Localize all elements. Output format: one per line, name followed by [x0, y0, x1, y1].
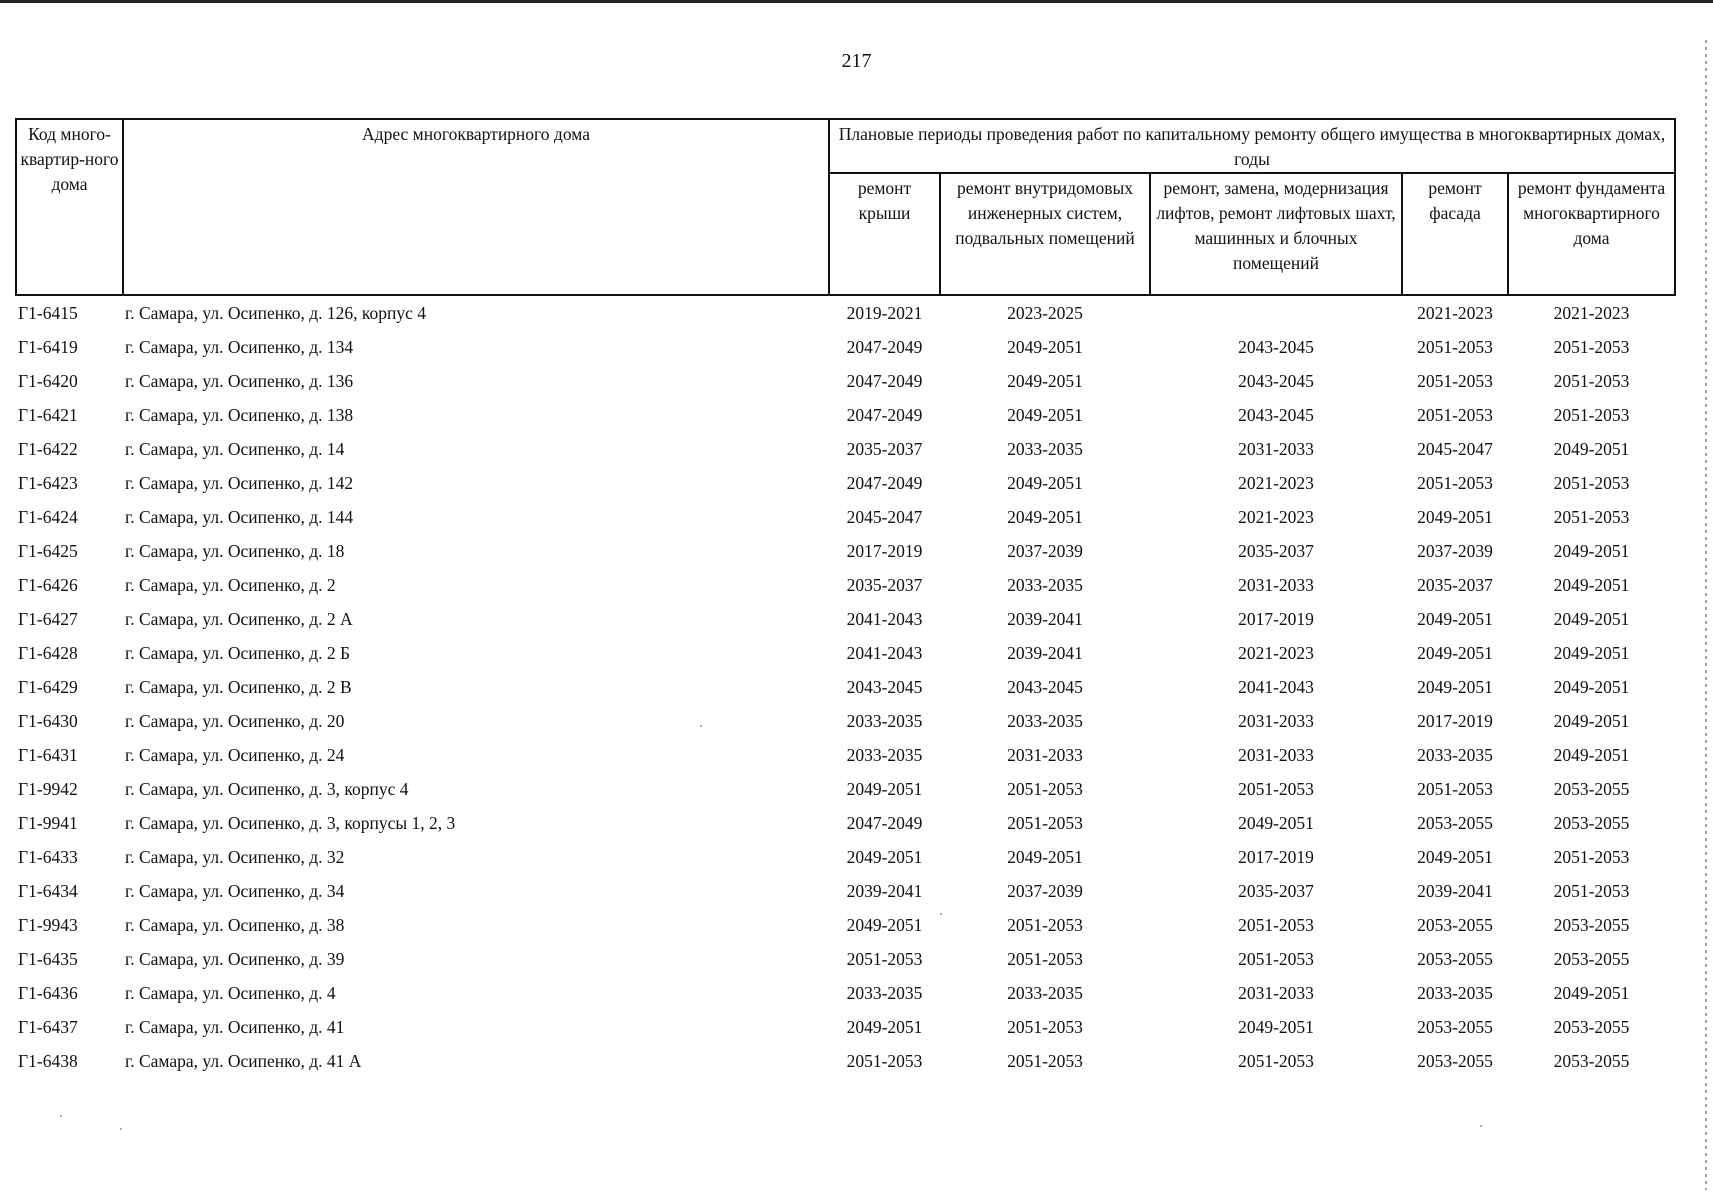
cell-address: г. Самара, ул. Осипенко, д. 134: [125, 336, 354, 357]
table-row: [16, 942, 1675, 976]
cell-facade-repair-period: 2039-2041: [1417, 880, 1493, 901]
table-row: [16, 976, 1675, 1010]
header-facade-repair: [1402, 173, 1508, 295]
cell-building-code: Г1-6415: [18, 302, 78, 323]
cell-address: г. Самара, ул. Осипенко, д. 126, корпус 4: [125, 302, 427, 323]
cell-elevator-repair-period: 2021-2023: [1238, 472, 1314, 493]
cell-facade-repair-period: 2051-2053: [1417, 370, 1493, 391]
cell-building-code: Г1-6422: [18, 438, 78, 459]
cell-building-code: Г1-6436: [18, 982, 78, 1003]
cell-foundation-repair-period: 2051-2053: [1553, 506, 1630, 527]
cell-foundation-repair-period: 2049-2051: [1553, 744, 1630, 765]
cell-elevator-repair-period: 2051-2053: [1238, 948, 1314, 969]
header-elevator-repair-label: ремонт, замена, модернизация лифтов, ремонт лифтовых шахт, машинных и блочных помещений: [1156, 178, 1396, 273]
cell-building-code: Г1-6421: [18, 404, 78, 425]
cell-building-code: Г1-6437: [18, 1016, 78, 1037]
cell-address: г. Самара, ул. Осипенко, д. 38: [125, 914, 345, 935]
cell-roof-repair-period: 2045-2047: [846, 506, 923, 527]
table-row: [16, 874, 1675, 908]
cell-facade-repair-period: 2033-2035: [1417, 744, 1493, 765]
cell-systems-repair-period: 2033-2035: [1007, 438, 1083, 459]
cell-systems-repair-period: 2039-2041: [1007, 608, 1083, 629]
cell-roof-repair-period: 2047-2049: [846, 336, 923, 357]
cell-roof-repair-period: 2043-2045: [846, 676, 923, 697]
header-systems-repair-label: ремонт внутридомовых инженерных систем, подвальных помещений: [955, 178, 1135, 248]
table-body: [16, 295, 1675, 1078]
cell-systems-repair-period: 2033-2035: [1007, 710, 1083, 731]
table-row: [16, 670, 1675, 704]
header-roof-repair: [829, 173, 940, 295]
cell-facade-repair-period: 2053-2055: [1417, 914, 1493, 935]
cell-building-code: Г1-6433: [18, 846, 78, 867]
cell-foundation-repair-period: 2053-2055: [1553, 1050, 1630, 1071]
cell-roof-repair-period: 2047-2049: [846, 472, 923, 493]
cell-systems-repair-period: 2037-2039: [1007, 880, 1083, 901]
cell-address: г. Самара, ул. Осипенко, д. 2 А: [125, 608, 353, 629]
cell-address: г. Самара, ул. Осипенко, д. 34: [125, 880, 345, 901]
cell-address: г. Самара, ул. Осипенко, д. 138: [125, 404, 354, 425]
cell-address: г. Самара, ул. Осипенко, д. 32: [125, 846, 345, 867]
cell-roof-repair-period: 2049-2051: [846, 846, 923, 867]
cell-systems-repair-period: 2051-2053: [1007, 812, 1083, 833]
cell-elevator-repair-period: 2031-2033: [1238, 574, 1314, 595]
table-row: [16, 466, 1675, 500]
cell-elevator-repair-period: 2041-2043: [1238, 676, 1314, 697]
cell-roof-repair-period: 2033-2035: [846, 710, 923, 731]
cell-building-code: Г1-6431: [18, 744, 78, 765]
cell-address: г. Самара, ул. Осипенко, д. 2: [125, 574, 336, 595]
cell-roof-repair-period: 2041-2043: [846, 608, 923, 629]
cell-systems-repair-period: 2051-2053: [1007, 914, 1083, 935]
scan-speck: [700, 725, 702, 727]
cell-building-code: Г1-6435: [18, 948, 78, 969]
cell-elevator-repair-period: 2043-2045: [1238, 370, 1314, 391]
header-facade-repair-label: ремонт фасада: [1428, 178, 1482, 223]
cell-elevator-repair-period: [1150, 295, 1402, 330]
cell-address: г. Самара, ул. Осипенко, д. 24: [125, 744, 345, 765]
cell-roof-repair-period: 2051-2053: [846, 1050, 923, 1071]
cell-roof-repair-period: 2033-2035: [846, 982, 923, 1003]
cell-systems-repair-period: 2033-2035: [1007, 574, 1083, 595]
cell-roof-repair-period: 2049-2051: [846, 914, 923, 935]
cell-address: г. Самара, ул. Осипенко, д. 14: [125, 438, 345, 459]
table-header: [16, 119, 1675, 295]
cell-roof-repair-period: 2051-2053: [846, 948, 923, 969]
table-row: [16, 806, 1675, 840]
table-row: [16, 568, 1675, 602]
header-address-label: Адрес многоквартирного дома: [362, 124, 590, 144]
cell-building-code: Г1-6430: [18, 710, 78, 731]
cell-facade-repair-period: 2049-2051: [1417, 676, 1493, 697]
header-address: [123, 119, 829, 295]
cell-elevator-repair-period: 2051-2053: [1238, 914, 1314, 935]
cell-address: г. Самара, ул. Осипенко, д. 2 В: [125, 676, 352, 697]
cell-address: г. Самара, ул. Осипенко, д. 142: [125, 472, 354, 493]
scan-speck: [1480, 1125, 1482, 1127]
table-row: [16, 704, 1675, 738]
cell-facade-repair-period: 2049-2051: [1417, 642, 1493, 663]
table-row: [16, 908, 1675, 942]
cell-foundation-repair-period: 2051-2053: [1553, 880, 1630, 901]
cell-foundation-repair-period: 2053-2055: [1553, 914, 1630, 935]
cell-elevator-repair-period: 2021-2023: [1238, 642, 1314, 663]
cell-building-code: Г1-6427: [18, 608, 78, 629]
table-row: [16, 295, 1675, 330]
table-row: [16, 636, 1675, 670]
header-row-top: [16, 119, 1675, 173]
cell-building-code: Г1-6434: [18, 880, 78, 901]
cell-roof-repair-period: 2035-2037: [846, 438, 923, 459]
cell-foundation-repair-period: 2051-2053: [1553, 336, 1630, 357]
cell-facade-repair-period: 2033-2035: [1417, 982, 1493, 1003]
cell-foundation-repair-period: 2049-2051: [1553, 540, 1630, 561]
cell-facade-repair-period: 2051-2053: [1417, 404, 1493, 425]
cell-roof-repair-period: 2033-2035: [846, 744, 923, 765]
cell-elevator-repair-period: 2051-2053: [1238, 778, 1314, 799]
cell-building-code: Г1-6426: [18, 574, 78, 595]
header-foundation-repair-label: ремонт фундамента многоквартирного дома: [1517, 178, 1666, 248]
page-number: 217: [841, 50, 872, 72]
cell-systems-repair-period: 2051-2053: [1007, 1016, 1083, 1037]
table-row: [16, 534, 1675, 568]
cell-elevator-repair-period: 2049-2051: [1238, 812, 1314, 833]
header-building-code: [16, 119, 123, 295]
cell-elevator-repair-period: 2017-2019: [1238, 608, 1314, 629]
cell-systems-repair-period: 2049-2051: [1007, 336, 1083, 357]
cell-foundation-repair-period: 2021-2023: [1553, 302, 1630, 323]
cell-building-code: Г1-9941: [18, 812, 78, 833]
cell-foundation-repair-period: 2051-2053: [1553, 846, 1630, 867]
cell-systems-repair-period: 2049-2051: [1007, 370, 1083, 391]
cell-foundation-repair-period: 2053-2055: [1553, 778, 1630, 799]
cell-facade-repair-period: 2021-2023: [1417, 302, 1493, 323]
cell-systems-repair-period: 2023-2025: [1007, 302, 1083, 323]
cell-elevator-repair-period: 2031-2033: [1238, 438, 1314, 459]
header-planned-periods: [829, 119, 1675, 173]
cell-address: г. Самара, ул. Осипенко, д. 144: [125, 506, 354, 527]
cell-foundation-repair-period: 2051-2053: [1553, 404, 1630, 425]
table-row: [16, 432, 1675, 466]
cell-facade-repair-period: 2053-2055: [1417, 1050, 1493, 1071]
cell-foundation-repair-period: 2049-2051: [1553, 710, 1630, 731]
cell-roof-repair-period: 2047-2049: [846, 812, 923, 833]
cell-address: г. Самара, ул. Осипенко, д. 136: [125, 370, 354, 391]
cell-facade-repair-period: 2045-2047: [1417, 438, 1493, 459]
cell-roof-repair-period: 2039-2041: [846, 880, 923, 901]
cell-roof-repair-period: 2041-2043: [846, 642, 923, 663]
cell-foundation-repair-period: 2051-2053: [1553, 472, 1630, 493]
cell-facade-repair-period: 2035-2037: [1417, 574, 1493, 595]
cell-roof-repair-period: 2047-2049: [846, 370, 923, 391]
cell-facade-repair-period: 2049-2051: [1417, 846, 1493, 867]
cell-facade-repair-period: 2017-2019: [1417, 710, 1493, 731]
cell-elevator-repair-period: 2031-2033: [1238, 982, 1314, 1003]
table-row: [16, 330, 1675, 364]
table-row: [16, 738, 1675, 772]
table-row: [16, 1044, 1675, 1078]
cell-address: г. Самара, ул. Осипенко, д. 39: [125, 948, 345, 969]
cell-elevator-repair-period: 2031-2033: [1238, 744, 1314, 765]
header-systems-repair: [940, 173, 1150, 295]
cell-foundation-repair-period: 2049-2051: [1553, 574, 1630, 595]
cell-systems-repair-period: 2033-2035: [1007, 982, 1083, 1003]
scan-border-top: [0, 0, 1713, 3]
scan-border-right: [1705, 40, 1707, 1190]
cell-elevator-repair-period: 2051-2053: [1238, 1050, 1314, 1071]
cell-systems-repair-period: 2051-2053: [1007, 948, 1083, 969]
cell-address: г. Самара, ул. Осипенко, д. 3, корпусы 1, 2, 3: [125, 812, 456, 833]
cell-elevator-repair-period: 2049-2051: [1238, 1016, 1314, 1037]
cell-foundation-repair-period: 2049-2051: [1553, 438, 1630, 459]
cell-foundation-repair-period: 2049-2051: [1553, 642, 1630, 663]
cell-elevator-repair-period: 2043-2045: [1238, 336, 1314, 357]
cell-building-code: Г1-6429: [18, 676, 78, 697]
cell-foundation-repair-period: 2053-2055: [1553, 948, 1630, 969]
repair-schedule-table: [15, 118, 1676, 1078]
cell-roof-repair-period: 2049-2051: [846, 1016, 923, 1037]
cell-elevator-repair-period: 2017-2019: [1238, 846, 1314, 867]
cell-systems-repair-period: 2051-2053: [1007, 1050, 1083, 1071]
table-row: [16, 772, 1675, 806]
cell-foundation-repair-period: 2053-2055: [1553, 812, 1630, 833]
cell-building-code: Г1-6438: [18, 1050, 78, 1071]
header-roof-repair-label: ремонт крыши: [857, 178, 912, 223]
cell-building-code: Г1-6425: [18, 540, 78, 561]
cell-address: г. Самара, ул. Осипенко, д. 4: [125, 982, 336, 1003]
cell-address: г. Самара, ул. Осипенко, д. 41: [125, 1016, 345, 1037]
header-foundation-repair: [1508, 173, 1675, 295]
cell-building-code: Г1-6423: [18, 472, 78, 493]
table-row: [16, 500, 1675, 534]
cell-systems-repair-period: 2049-2051: [1007, 506, 1083, 527]
cell-building-code: Г1-9943: [18, 914, 78, 935]
cell-facade-repair-period: 2053-2055: [1417, 812, 1493, 833]
cell-building-code: Г1-6419: [18, 336, 78, 357]
cell-facade-repair-period: 2051-2053: [1417, 778, 1493, 799]
cell-building-code: Г1-6424: [18, 506, 78, 527]
cell-roof-repair-period: 2017-2019: [846, 540, 923, 561]
cell-systems-repair-period: 2051-2053: [1007, 778, 1083, 799]
scan-speck: [120, 1128, 122, 1130]
cell-facade-repair-period: 2037-2039: [1417, 540, 1493, 561]
cell-foundation-repair-period: 2049-2051: [1553, 608, 1630, 629]
cell-facade-repair-period: 2051-2053: [1417, 472, 1493, 493]
cell-facade-repair-period: 2053-2055: [1417, 1016, 1493, 1037]
cell-elevator-repair-period: 2035-2037: [1238, 880, 1314, 901]
cell-roof-repair-period: 2035-2037: [846, 574, 923, 595]
cell-roof-repair-period: 2049-2051: [846, 778, 923, 799]
cell-foundation-repair-period: 2049-2051: [1553, 676, 1630, 697]
cell-address: г. Самара, ул. Осипенко, д. 18: [125, 540, 345, 561]
cell-facade-repair-period: 2049-2051: [1417, 608, 1493, 629]
cell-address: г. Самара, ул. Осипенко, д. 2 Б: [125, 642, 351, 663]
cell-systems-repair-period: 2049-2051: [1007, 404, 1083, 425]
cell-foundation-repair-period: 2053-2055: [1553, 1016, 1630, 1037]
header-planned-periods-label: Плановые периоды проведения работ по капитальному ремонту общего имущества в многоквартирных домах, годы: [838, 124, 1666, 169]
cell-systems-repair-period: 2043-2045: [1007, 676, 1083, 697]
cell-foundation-repair-period: 2049-2051: [1553, 982, 1630, 1003]
table-row: [16, 602, 1675, 636]
cell-roof-repair-period: 2047-2049: [846, 404, 923, 425]
cell-address: г. Самара, ул. Осипенко, д. 3, корпус 4: [125, 778, 409, 799]
cell-building-code: Г1-6428: [18, 642, 78, 663]
cell-elevator-repair-period: 2031-2033: [1238, 710, 1314, 731]
cell-facade-repair-period: 2053-2055: [1417, 948, 1493, 969]
cell-systems-repair-period: 2049-2051: [1007, 846, 1083, 867]
cell-systems-repair-period: 2049-2051: [1007, 472, 1083, 493]
cell-systems-repair-period: 2039-2041: [1007, 642, 1083, 663]
cell-elevator-repair-period: 2021-2023: [1238, 506, 1314, 527]
scan-speck: [940, 913, 942, 915]
table-row: [16, 398, 1675, 432]
cell-facade-repair-period: 2051-2053: [1417, 336, 1493, 357]
table-row: [16, 364, 1675, 398]
cell-systems-repair-period: 2037-2039: [1007, 540, 1083, 561]
cell-building-code: Г1-9942: [18, 778, 78, 799]
cell-roof-repair-period: 2019-2021: [846, 302, 923, 323]
cell-systems-repair-period: 2031-2033: [1007, 744, 1083, 765]
cell-address: г. Самара, ул. Осипенко, д. 20: [125, 710, 345, 731]
header-building-code-label: Код много-квартир-ного дома: [20, 124, 119, 194]
scan-speck: [60, 1115, 62, 1117]
table-row: [16, 840, 1675, 874]
cell-elevator-repair-period: 2035-2037: [1238, 540, 1314, 561]
cell-foundation-repair-period: 2051-2053: [1553, 370, 1630, 391]
cell-facade-repair-period: 2049-2051: [1417, 506, 1493, 527]
cell-elevator-repair-period: 2043-2045: [1238, 404, 1314, 425]
cell-building-code: Г1-6420: [18, 370, 78, 391]
header-elevator-repair: [1150, 173, 1402, 295]
table-row: [16, 1010, 1675, 1044]
cell-address: г. Самара, ул. Осипенко, д. 41 А: [125, 1050, 362, 1071]
